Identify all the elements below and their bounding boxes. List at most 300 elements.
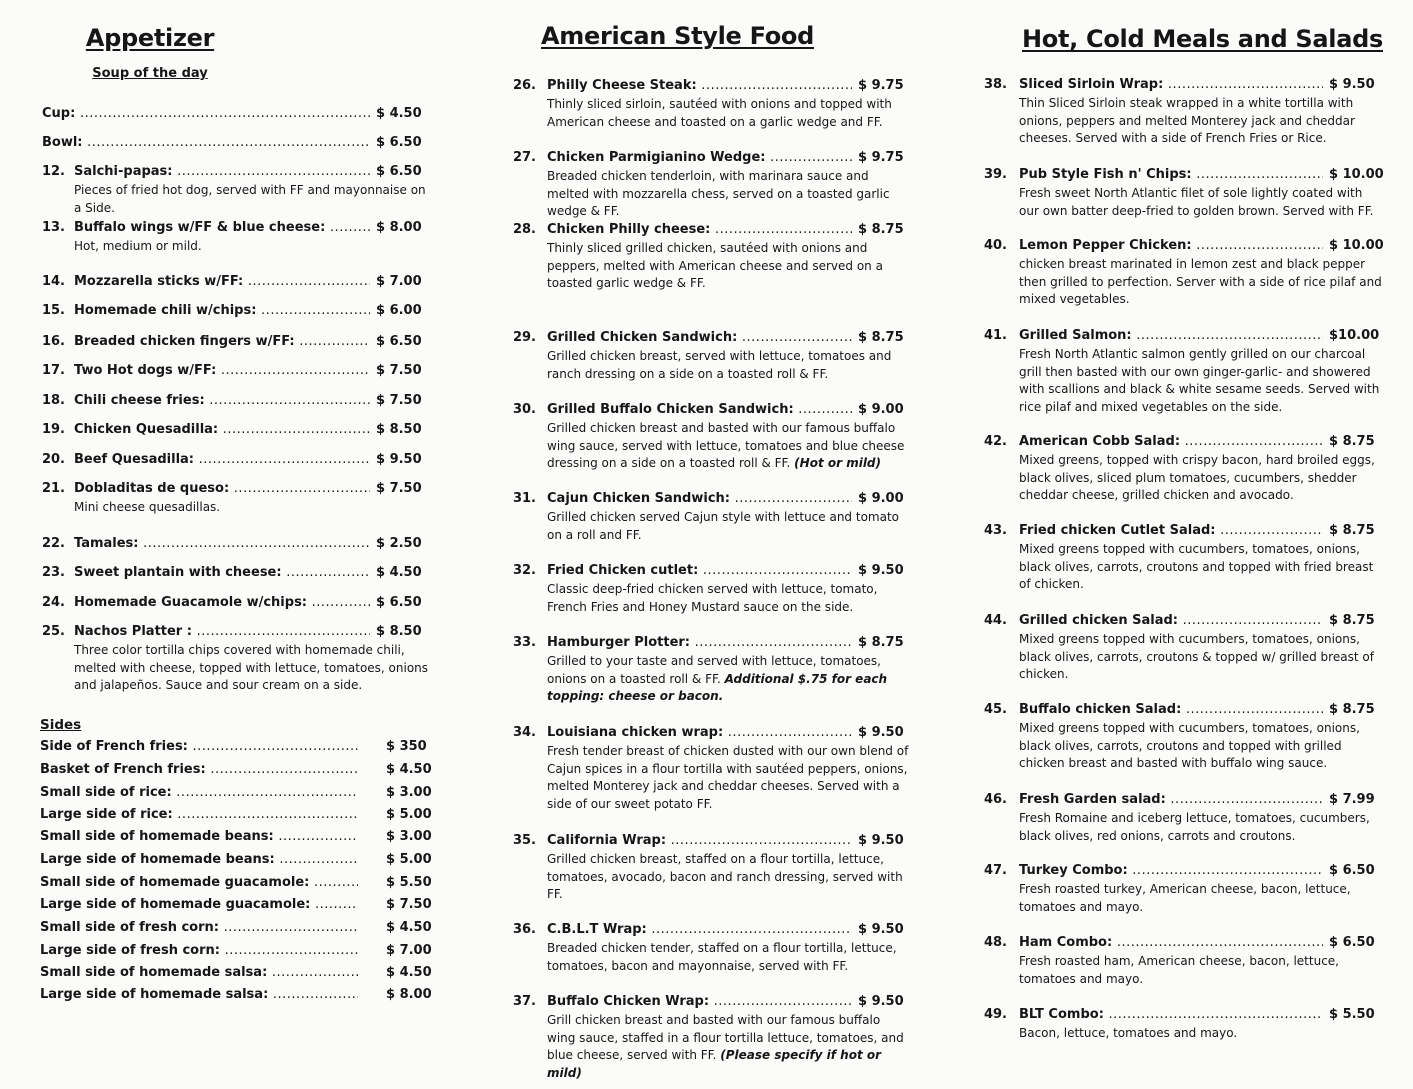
side-price: $ 4.50 (386, 965, 432, 980)
item-description-text: Fresh sweet North Atlantic filet of sole lightly coated with our own batter deep-fried to golden brown. Served with FF. (1019, 186, 1374, 218)
item-name: Chicken Philly cheese: ..... (547, 221, 852, 239)
item-number: 14. (41, 274, 65, 289)
side-item (30, 919, 440, 937)
item-number: 49. (983, 1007, 1007, 1022)
item-price: $ 7.50 (376, 393, 422, 408)
item-name: Salchi-papas: ..... (74, 163, 370, 181)
item-name: California Wrap: ..... (547, 832, 852, 850)
menu-item-line (980, 862, 1385, 880)
menu-item-line (30, 421, 440, 439)
item-name: Lemon Pepper Chicken: ..... (1019, 237, 1323, 255)
item-name: Tamales: ..... (74, 535, 370, 553)
side-name: Large side of homemade guacamole: ..... (40, 896, 358, 914)
soup-of-day-title: Soup of the day (92, 66, 208, 81)
item-name: Fried chicken Cutlet Salad: ..... (1019, 522, 1323, 540)
menu-item-line (30, 451, 440, 469)
item-price: $ 9.50 (858, 563, 904, 578)
side-name: Large side of homemade salsa: ..... (40, 986, 358, 1004)
menu-item (980, 612, 1385, 684)
item-price: $ 2.50 (376, 536, 422, 551)
item-description (74, 182, 435, 217)
menu-item-line (980, 612, 1385, 630)
menu-item-line (505, 221, 910, 239)
side-price: $ 4.50 (386, 762, 432, 777)
menu-item-line (980, 1006, 1385, 1024)
item-description-text: Thinly sliced grilled chicken, sautéed with onions and peppers, melted with American cheese and served on a toasted garlic wedge & FF. (547, 241, 883, 290)
appetizer-column (30, 0, 440, 1089)
side-name: Small side of rice: ..... (40, 784, 358, 802)
menu-item (505, 993, 910, 1082)
menu-item-line (505, 490, 910, 508)
item-number: 46. (983, 792, 1007, 807)
menu-item (30, 392, 440, 410)
item-note: (Please specify if hot or mild) (547, 1048, 882, 1080)
menu-item (505, 921, 910, 975)
item-description (1019, 95, 1385, 148)
menu-item (30, 134, 440, 152)
side-item-line (30, 942, 440, 960)
item-number: 40. (983, 238, 1007, 253)
menu-item (30, 302, 440, 320)
item-number: 13. (41, 220, 65, 235)
menu-item-line (30, 594, 440, 612)
item-description-text: Grilled chicken breast, staffed on a flour tortilla, lettuce, tomatoes, avocado, bacon and ranch dressing, served with FF. (547, 852, 903, 901)
menu-item (30, 451, 440, 469)
side-item-line (30, 874, 440, 892)
item-description (547, 940, 910, 975)
item-description-text: Pieces of fried hot dog, served with FF and mayonnaise on a Side. (74, 183, 426, 215)
item-price: $ 8.75 (1329, 702, 1375, 717)
item-description (1019, 541, 1385, 594)
item-description-text: Grill chicken breast and basted with our famous buffalo wing sauce, staffed in a flour tortilla lettuce, tomatoes, and blue cheese, served with FF. (547, 1013, 904, 1062)
item-name: Homemade chili w/chips: ..... (74, 302, 370, 320)
side-item (30, 896, 440, 914)
item-description-text: Classic deep-fried chicken served with lettuce, tomato, French Fries and Honey Mustard sauce on the side. (547, 582, 878, 614)
menu-item (980, 237, 1385, 309)
item-price: $ 4.50 (376, 565, 422, 580)
item-name: Hamburger Plotter: ..... (547, 634, 852, 652)
side-name: Large side of rice: ..... (40, 806, 358, 824)
item-name: Grilled Salmon: ..... (1019, 327, 1323, 345)
item-number: 36. (512, 922, 536, 937)
item-number: 25. (41, 624, 65, 639)
menu-item (980, 433, 1385, 505)
item-number: 26. (512, 78, 536, 93)
item-description (1019, 1025, 1385, 1043)
item-number: 43. (983, 523, 1007, 538)
item-number: 37. (512, 994, 536, 1009)
american-column (505, 0, 910, 1089)
item-price: $ 9.50 (858, 922, 904, 937)
item-number: 24. (41, 595, 65, 610)
item-price: $ 9.50 (376, 452, 422, 467)
item-description (547, 743, 910, 813)
item-number: 12. (41, 164, 65, 179)
item-price: $ 9.50 (1329, 77, 1375, 92)
side-price: $ 7.50 (386, 897, 432, 912)
item-name: American Cobb Salad: ..... (1019, 433, 1323, 451)
menu-item (505, 329, 910, 383)
item-number: 48. (983, 935, 1007, 950)
menu-item-line (980, 522, 1385, 540)
menu-item (980, 791, 1385, 845)
item-price: $ 8.75 (858, 222, 904, 237)
item-number: 29. (512, 330, 536, 345)
menu-item (980, 522, 1385, 594)
item-description (1019, 720, 1385, 773)
item-description (1019, 185, 1385, 220)
menu-item-line (505, 921, 910, 939)
menu-item-line (30, 392, 440, 410)
item-number: 16. (41, 334, 65, 349)
item-description (547, 653, 910, 706)
item-number: 28. (512, 222, 536, 237)
menu-item-line (30, 163, 440, 181)
item-price: $ 6.50 (376, 334, 422, 349)
side-name: Side of French fries: ..... (40, 738, 358, 756)
item-price: $ 9.50 (858, 833, 904, 848)
item-description-text: Mixed greens topped with cucumbers, tomatoes, onions, black olives, carrots, croutons and topped with grilled chicken breast and basted with buffalo wing sauce. (1019, 721, 1360, 770)
side-item (30, 964, 440, 982)
item-price: $ 8.75 (1329, 613, 1375, 628)
side-item (30, 761, 440, 779)
side-item (30, 784, 440, 802)
item-name: Sweet plantain with cheese: ..... (74, 564, 370, 582)
menu-item (505, 221, 910, 293)
item-price: $10.00 (1329, 328, 1380, 343)
item-description (1019, 256, 1385, 309)
menu-item (30, 163, 440, 217)
side-item-line (30, 896, 440, 914)
item-name: Buffalo Chicken Wrap: ..... (547, 993, 852, 1011)
item-price: $ 7.99 (1329, 792, 1375, 807)
side-price: $ 7.00 (386, 943, 432, 958)
item-number: 21. (41, 481, 65, 496)
menu-item-line (505, 724, 910, 742)
item-price: $ 5.50 (1329, 1007, 1375, 1022)
menu-item-line (30, 134, 440, 152)
item-number: 22. (41, 536, 65, 551)
side-item-line (30, 761, 440, 779)
side-price: $ 3.00 (386, 785, 432, 800)
menu-item-line (505, 149, 910, 167)
item-price: $ 9.00 (858, 491, 904, 506)
menu-item (30, 362, 440, 380)
menu-item-line (980, 934, 1385, 952)
item-price: $ 9.50 (858, 994, 904, 1009)
item-price: $ 8.75 (858, 330, 904, 345)
item-name: Bowl: ..... (42, 134, 370, 152)
item-name: Fresh Garden salad: ..... (1019, 791, 1323, 809)
side-name: Small side of fresh corn: ..... (40, 919, 358, 937)
side-item-line (30, 986, 440, 1004)
item-description-text: Grilled chicken breast and basted with our famous buffalo wing sauce, served with lettuce, tomatoes and blue cheese dressing on a side on a toasted roll & FF. (547, 421, 905, 470)
item-description-text: Fresh tender breast of chicken dusted with our own blend of Cajun spices in a flour tortilla with sautéed peppers, onions, melted Monterey jack and cheddar cheeses. Served with a side of our sweet potato FF. (547, 744, 909, 811)
menu-item-line (505, 77, 910, 95)
side-item (30, 851, 440, 869)
menu-item (30, 105, 440, 123)
menu-item-line (30, 219, 440, 237)
item-name: Grilled Buffalo Chicken Sandwich: ..... (547, 401, 852, 419)
side-price: $ 5.50 (386, 875, 432, 890)
item-name: Pub Style Fish n' Chips: ..... (1019, 166, 1323, 184)
appetizer-title: Appetizer (85, 24, 215, 52)
item-description (547, 240, 910, 293)
menu-item (505, 401, 910, 473)
menu-item-line (30, 623, 440, 641)
item-number: 42. (983, 434, 1007, 449)
item-name: Chicken Quesadilla: ..... (74, 421, 370, 439)
side-item-line (30, 828, 440, 846)
item-description (74, 499, 435, 517)
item-number: 32. (512, 563, 536, 578)
item-number: 23. (41, 565, 65, 580)
item-name: Buffalo chicken Salad: ..... (1019, 701, 1323, 719)
item-price: $ 9.75 (858, 78, 904, 93)
menu-item-line (30, 273, 440, 291)
menu-item (505, 724, 910, 813)
side-item-line (30, 964, 440, 982)
menu-item-line (505, 993, 910, 1011)
item-price: $ 9.00 (858, 402, 904, 417)
item-name: Dobladitas de queso: ..... (74, 480, 370, 498)
sides-title: Sides (40, 717, 82, 733)
side-price: $ 350 (386, 739, 427, 754)
item-description (1019, 881, 1385, 916)
item-price: $ 7.50 (376, 481, 422, 496)
item-price: $ 6.50 (1329, 935, 1375, 950)
item-description-text: Grilled to your taste and served with lettuce, tomatoes, onions on a toasted roll & FF. (547, 654, 881, 686)
menu-item-line (505, 832, 910, 850)
side-item (30, 806, 440, 824)
item-number: 41. (983, 328, 1007, 343)
item-number: 35. (512, 833, 536, 848)
item-number: 17. (41, 363, 65, 378)
item-name: Homemade Guacamole w/chips: ..... (74, 594, 370, 612)
item-name: Buffalo wings w/FF & blue cheese: ..... (74, 219, 370, 237)
menu-item-line (505, 562, 910, 580)
menu-item-line (30, 480, 440, 498)
item-description (547, 96, 910, 131)
item-description-text: Mixed greens topped with cucumbers, tomatoes, onions, black olives, carrots, croutons and topped with fried breast of chicken. (1019, 542, 1374, 591)
item-note: Additional $.75 for each topping: cheese or bacon. (547, 671, 888, 703)
american-title: American Style Food (541, 22, 814, 50)
item-name: BLT Combo: ..... (1019, 1006, 1323, 1024)
side-item-line (30, 806, 440, 824)
item-price: $ 4.50 (376, 106, 422, 121)
menu-item-line (980, 433, 1385, 451)
item-description (1019, 346, 1385, 416)
item-number: 47. (983, 863, 1007, 878)
item-name: Louisiana chicken wrap: ..... (547, 724, 852, 742)
item-number: 38. (983, 77, 1007, 92)
item-description-text: Breaded chicken tender, staffed on a flour tortilla, lettuce, tomatoes, bacon and mayonnaise, served with FF. (547, 941, 897, 973)
item-description-text: Thinly sliced sirloin, sautéed with onions and topped with American cheese and toasted on a garlic wedge and FF. (547, 97, 892, 129)
item-name: Cup: ..... (42, 105, 370, 123)
menu-item (980, 1006, 1385, 1043)
item-price: $ 6.50 (376, 164, 422, 179)
menu-item-line (980, 327, 1385, 345)
item-name: Mozzarella sticks w/FF: ..... (74, 273, 370, 291)
menu-item (505, 832, 910, 904)
item-number: 18. (41, 393, 65, 408)
menu-item-line (30, 105, 440, 123)
side-item (30, 942, 440, 960)
menu-item-line (980, 791, 1385, 809)
menu-item (980, 327, 1385, 416)
side-item-line (30, 851, 440, 869)
side-item (30, 874, 440, 892)
item-price: $ 8.00 (376, 220, 422, 235)
menu-item-line (980, 76, 1385, 94)
item-price: $ 6.50 (376, 135, 422, 150)
item-description-text: Mixed greens, topped with crispy bacon, hard broiled eggs, black olives, sliced plum tomatoes, cucumbers, shedder cheddar cheese, grilled chicken and avocado. (1019, 453, 1375, 502)
item-price: $ 8.75 (1329, 434, 1375, 449)
menu-item-line (980, 166, 1385, 184)
item-number: 34. (512, 725, 536, 740)
item-price: $ 7.50 (376, 363, 422, 378)
item-number: 27. (512, 150, 536, 165)
menu-item-line (505, 329, 910, 347)
item-name: Beef Quesadilla: ..... (74, 451, 370, 469)
item-description (547, 581, 910, 616)
menu-item-line (30, 362, 440, 380)
menu-item (980, 934, 1385, 988)
item-description-text: Breaded chicken tenderloin, with marinara sauce and melted with mozzarella chess, served on a toasted garlic wedge & FF. (547, 169, 890, 218)
menu-item-line (980, 237, 1385, 255)
side-name: Basket of French fries: ..... (40, 761, 358, 779)
menu-item (30, 594, 440, 612)
item-name: Breaded chicken fingers w/FF: ..... (74, 333, 370, 351)
item-description (1019, 953, 1385, 988)
side-price: $ 4.50 (386, 920, 432, 935)
menu-item (505, 149, 910, 221)
item-description-text: Thin Sliced Sirloin steak wrapped in a white tortilla with onions, peppers and melted Monterey jack and cheddar cheeses. Served with a side of French Fries or Rice. (1019, 96, 1355, 145)
item-price: $ 6.50 (376, 595, 422, 610)
menu-item (30, 564, 440, 582)
menu-item-line (505, 634, 910, 652)
item-price: $ 10.00 (1329, 167, 1384, 182)
side-name: Large side of fresh corn: ..... (40, 942, 358, 960)
item-description (1019, 452, 1385, 505)
item-name: Grilled chicken Salad: ..... (1019, 612, 1323, 630)
hotcold-column (980, 0, 1385, 1089)
item-name: Sliced Sirloin Wrap: ..... (1019, 76, 1323, 94)
item-number: 15. (41, 303, 65, 318)
item-description-text: Grilled chicken breast, served with lettuce, tomatoes and ranch dressing on a side on a toasted roll & FF. (547, 349, 892, 381)
item-description-text: Fresh North Atlantic salmon gently grilled on our charcoal grill then basted with our own ginger-garlic- and showered with scallions and black & white sesame seeds. Served with rice pilaf and mixed vegetables on the side. (1019, 347, 1380, 414)
side-item-line (30, 784, 440, 802)
side-price: $ 5.00 (386, 807, 432, 822)
menu-item (980, 701, 1385, 773)
item-name: Chili cheese fries: ..... (74, 392, 370, 410)
item-description (74, 642, 435, 695)
menu-item (30, 219, 440, 256)
menu-item (505, 634, 910, 706)
item-description-text: chicken breast marinated in lemon zest and black pepper then grilled to perfection. Server with a side of rice pilaf and mixed vegetables. (1019, 257, 1382, 306)
item-name: Grilled Chicken Sandwich: ..... (547, 329, 852, 347)
item-price: $ 8.75 (1329, 523, 1375, 538)
item-description (547, 168, 910, 221)
item-description-text: Fresh roasted ham, American cheese, bacon, lettuce, tomatoes and mayo. (1019, 954, 1339, 986)
menu-item (505, 562, 910, 616)
menu-item-line (505, 401, 910, 419)
menu-item-line (30, 535, 440, 553)
item-name: Philly Cheese Steak: ..... (547, 77, 852, 95)
item-price: $ 6.00 (376, 303, 422, 318)
item-description (74, 238, 435, 256)
item-description (547, 348, 910, 383)
menu-item-line (30, 302, 440, 320)
item-price: $ 6.50 (1329, 863, 1375, 878)
item-description (547, 851, 910, 904)
menu-item (505, 490, 910, 544)
item-description (547, 1012, 910, 1082)
item-price: $ 8.50 (376, 624, 422, 639)
item-description-text: Bacon, lettuce, tomatoes and mayo. (1019, 1026, 1238, 1040)
item-number: 20. (41, 452, 65, 467)
item-name: Cajun Chicken Sandwich: ..... (547, 490, 852, 508)
menu-item (30, 535, 440, 553)
side-name: Small side of homemade beans: ..... (40, 828, 358, 846)
menu-item (30, 480, 440, 517)
side-price: $ 8.00 (386, 987, 432, 1002)
menu-item-line (30, 564, 440, 582)
menu-item (980, 76, 1385, 148)
item-name: C.B.L.T Wrap: ..... (547, 921, 852, 939)
menu-item (30, 273, 440, 291)
item-name: Ham Combo: ..... (1019, 934, 1323, 952)
item-name: Two Hot dogs w/FF: ..... (74, 362, 370, 380)
side-item-line (30, 738, 440, 756)
menu-item (505, 77, 910, 131)
item-number: 44. (983, 613, 1007, 628)
item-description-text: Three color tortilla chips covered with homemade chili, melted with cheese, topped with lettuce, tomatoes, onions and jalapeños. Sauce and sour cream on a side. (74, 643, 429, 692)
item-description-text: Fresh roasted turkey, American cheese, bacon, lettuce, tomatoes and mayo. (1019, 882, 1351, 914)
item-price: $ 8.75 (858, 635, 904, 650)
item-number: 45. (983, 702, 1007, 717)
side-name: Large side of homemade beans: ..... (40, 851, 358, 869)
item-price: $ 10.00 (1329, 238, 1384, 253)
side-item (30, 738, 440, 756)
item-note: (Hot or mild) (794, 456, 882, 470)
item-number: 39. (983, 167, 1007, 182)
item-description-text: Mixed greens topped with cucumbers, tomatoes, onions, black olives, carrots, croutons & topped w/ grilled breast of chicken. (1019, 632, 1374, 681)
side-name: Small side of homemade guacamole: ..... (40, 874, 358, 892)
item-price: $ 8.50 (376, 422, 422, 437)
item-price: $ 9.75 (858, 150, 904, 165)
menu-item-line (980, 701, 1385, 719)
menu-item (30, 623, 440, 695)
side-item (30, 986, 440, 1004)
item-description-text: Hot, medium or mild. (74, 239, 202, 253)
item-description-text: Grilled chicken served Cajun style with lettuce and tomato on a roll and FF. (547, 510, 900, 542)
item-price: $ 7.00 (376, 274, 422, 289)
item-description (1019, 631, 1385, 684)
item-name: Chicken Parmigianino Wedge: ..... (547, 149, 852, 167)
side-item (30, 828, 440, 846)
item-description-text: Mini cheese quesadillas. (74, 500, 221, 514)
item-description (547, 509, 910, 544)
menu-item (30, 421, 440, 439)
item-name: Nachos Platter : ..... (74, 623, 370, 641)
item-description-text: Fresh Romaine and iceberg lettuce, tomatoes, cucumbers, black olives, red onions, carrots and croutons. (1019, 811, 1370, 843)
item-description (547, 420, 910, 473)
side-name: Small side of homemade salsa: ..... (40, 964, 358, 982)
item-name: Fried Chicken cutlet: ..... (547, 562, 852, 580)
side-item-line (30, 919, 440, 937)
menu-item (980, 862, 1385, 916)
